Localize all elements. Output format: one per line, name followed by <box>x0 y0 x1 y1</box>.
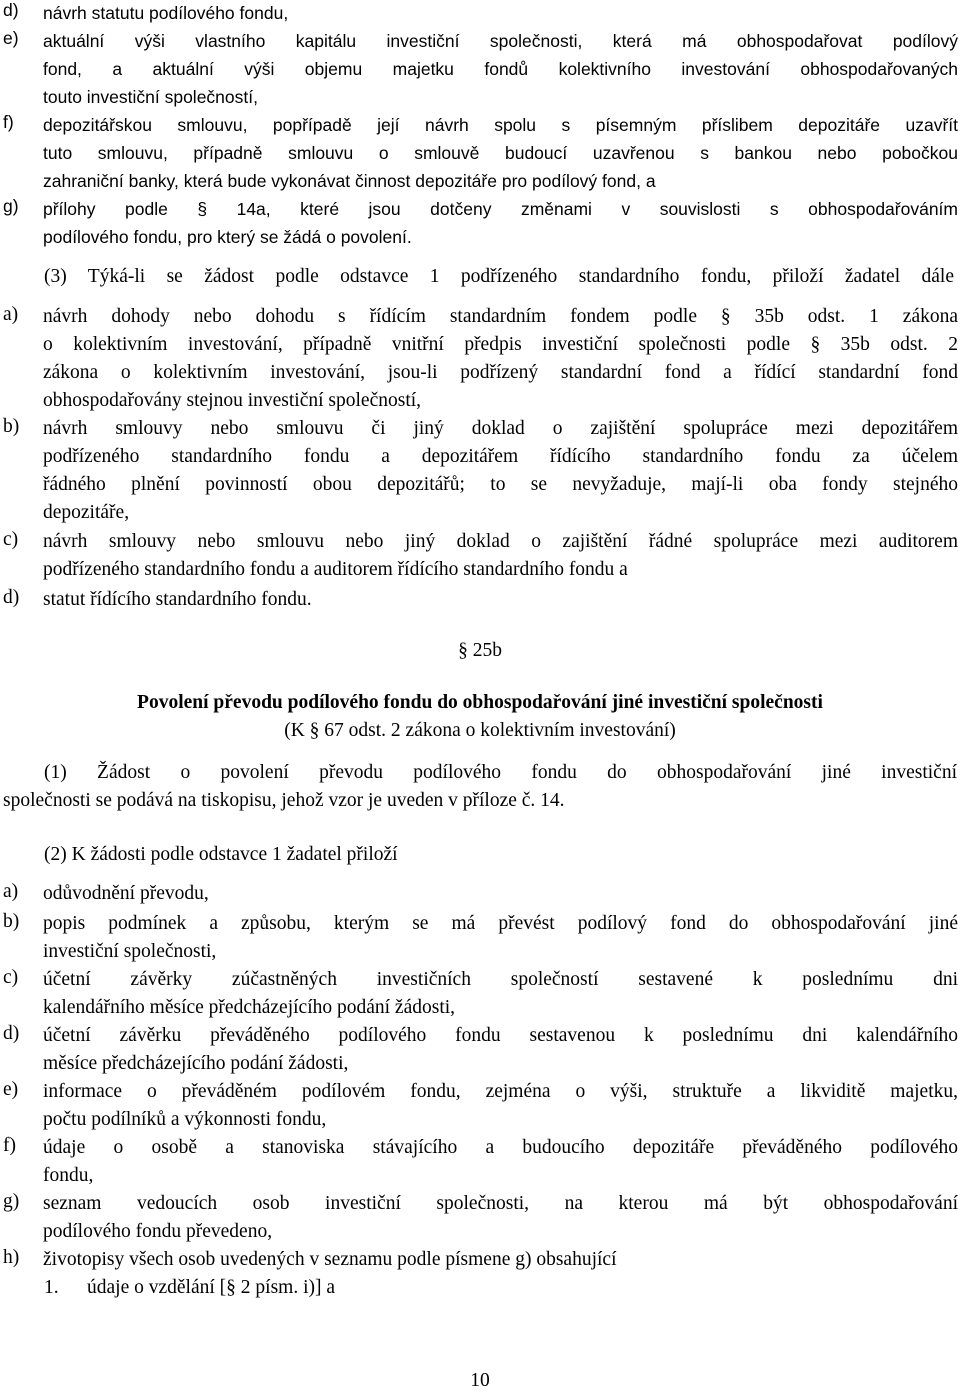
list-text: tuto smlouvu, případně smlouvu o smlouvě budoucí uzavřenou s bankou nebo pobočkou <box>43 143 958 163</box>
list-text: počtu podílníků a výkonnosti fondu, <box>43 1109 327 1130</box>
list-text: návrh smlouvy nebo smlouvu či jiný doklad o zajištění spolupráce mezi depozitářem <box>43 418 958 439</box>
section-title: Povolení převodu podílového fondu do obhospodařování jiné investiční společnosti <box>137 692 823 713</box>
list-letter: g) <box>3 196 19 216</box>
list-text: návrh smlouvy nebo smlouvu nebo jiný doklad o zajištění řádné spolupráce mezi auditorem <box>43 531 958 552</box>
list-text: životopisy všech osob uvedených v seznamu podle písmene g) obsahující <box>43 1249 617 1270</box>
list-text: návrh statutu podílového fondu, <box>43 3 289 23</box>
list-text: depozitáře, <box>43 502 130 523</box>
list-letter: f) <box>3 112 14 132</box>
paragraph-2-intro: (2) K žádosti podle odstavce 1 žadatel přiloží <box>44 844 398 865</box>
list-text: statut řídícího standardního fondu. <box>43 589 312 610</box>
paragraph-1-line2: společnosti se podává na tiskopisu, jehož vzor je uveden v příloze č. 14. <box>3 790 565 811</box>
list-text: údaje o osobě a stanoviska stávajícího a budoucího depozitáře převáděného podílového <box>43 1137 958 1158</box>
list-text: odůvodnění převodu, <box>43 883 209 904</box>
list-text: návrh dohody nebo dohodu s řídícím standardním fondem podle § 35b odst. 1 zákona <box>43 306 958 327</box>
list-letter: h) <box>3 1247 20 1268</box>
list-text: podílového fondu, pro který se žádá o povolení. <box>43 227 412 247</box>
list-text: podílového fondu převedeno, <box>43 1221 273 1242</box>
list-letter: c) <box>3 967 19 988</box>
list-text: o kolektivním investování, případně vnitřní předpis investiční společnosti podle § 35b odst. 2 <box>43 334 958 355</box>
list-letter: e) <box>3 1079 19 1100</box>
list-letter: b) <box>3 416 20 437</box>
list-letter: a) <box>3 881 19 902</box>
list-letter: a) <box>3 304 19 325</box>
list-letter: d) <box>3 587 20 608</box>
sublist-number: 1. <box>44 1277 59 1298</box>
paragraph-1-line1: (1) Žádost o povolení převodu podílového fondu do obhospodařování jiné investiční <box>44 762 957 783</box>
list-text: řádného plnění povinností obou depozitářů; to se nevyžaduje, mají-li oba fondy stejného <box>43 474 958 495</box>
paragraph-3-intro: (3) Týká-li se žádost podle odstavce 1 podřízeného standardního fondu, přiloží žadatel dále <box>44 266 954 287</box>
list-letter: e) <box>3 28 19 48</box>
section-number: § 25b <box>458 640 502 661</box>
list-text: fondu, <box>43 1165 94 1186</box>
list-text: informace o převáděném podílovém fondu, zejména o výši, struktuře a likviditě majetku, <box>43 1081 958 1102</box>
list-letter: d) <box>3 1023 20 1044</box>
list-text: touto investiční společností, <box>43 87 258 107</box>
list-letter: b) <box>3 911 20 932</box>
list-letter: g) <box>3 1191 20 1212</box>
list-text: fond, a aktuální výši objemu majetku fondů kolektivního investování obhospodařovaných <box>43 59 958 79</box>
list-text: obhospodařovány stejnou investiční společností, <box>43 390 422 411</box>
list-text: aktuální výši vlastního kapitálu investiční společnosti, která má obhospodařovat podílový <box>43 31 958 51</box>
section-subtitle: (K § 67 odst. 2 zákona o kolektivním investování) <box>284 720 676 741</box>
list-text: depozitářskou smlouvu, popřípadě její návrh spolu s písemným příslibem depozitáře uzavřít <box>43 115 958 135</box>
list-text: popis podmínek a způsobu, kterým se má převést podílový fond do obhospodařování jiné <box>43 913 958 934</box>
sublist-text: údaje o vzdělání [§ 2 písm. i)] a <box>87 1277 336 1298</box>
list-letter: f) <box>3 1135 16 1156</box>
list-text: podřízeného standardního fondu a depozitářem řídícího standardního fondu za účelem <box>43 446 958 467</box>
list-text: měsíce předcházejícího podání žádosti, <box>43 1053 349 1074</box>
list-text: přílohy podle § 14a, které jsou dotčeny změnami v souvislosti s obhospodařováním <box>43 199 958 219</box>
list-text: investiční společnosti, <box>43 941 217 962</box>
list-text: zahraniční banky, která bude vykonávat činnost depozitáře pro podílový fond, a <box>43 171 656 191</box>
page-number: 10 <box>470 1370 490 1391</box>
list-text: kalendářního měsíce předcházejícího podání žádosti, <box>43 997 456 1018</box>
list-text: zákona o kolektivním investování, jsou-li podřízený standardní fond a řídící standardní fond <box>43 362 958 383</box>
list-text: účetní závěrky zúčastněných investičních společností sestavené k poslednímu dni <box>43 969 958 990</box>
list-letter: c) <box>3 529 19 550</box>
list-letter: d) <box>3 0 19 20</box>
list-text: účetní závěrku převáděného podílového fondu sestavenou k poslednímu dni kalendářního <box>43 1025 958 1046</box>
list-text: podřízeného standardního fondu a auditorem řídícího standardního fondu a <box>43 559 628 580</box>
list-text: seznam vedoucích osob investiční společnosti, na kterou má být obhospodařování <box>43 1193 958 1214</box>
